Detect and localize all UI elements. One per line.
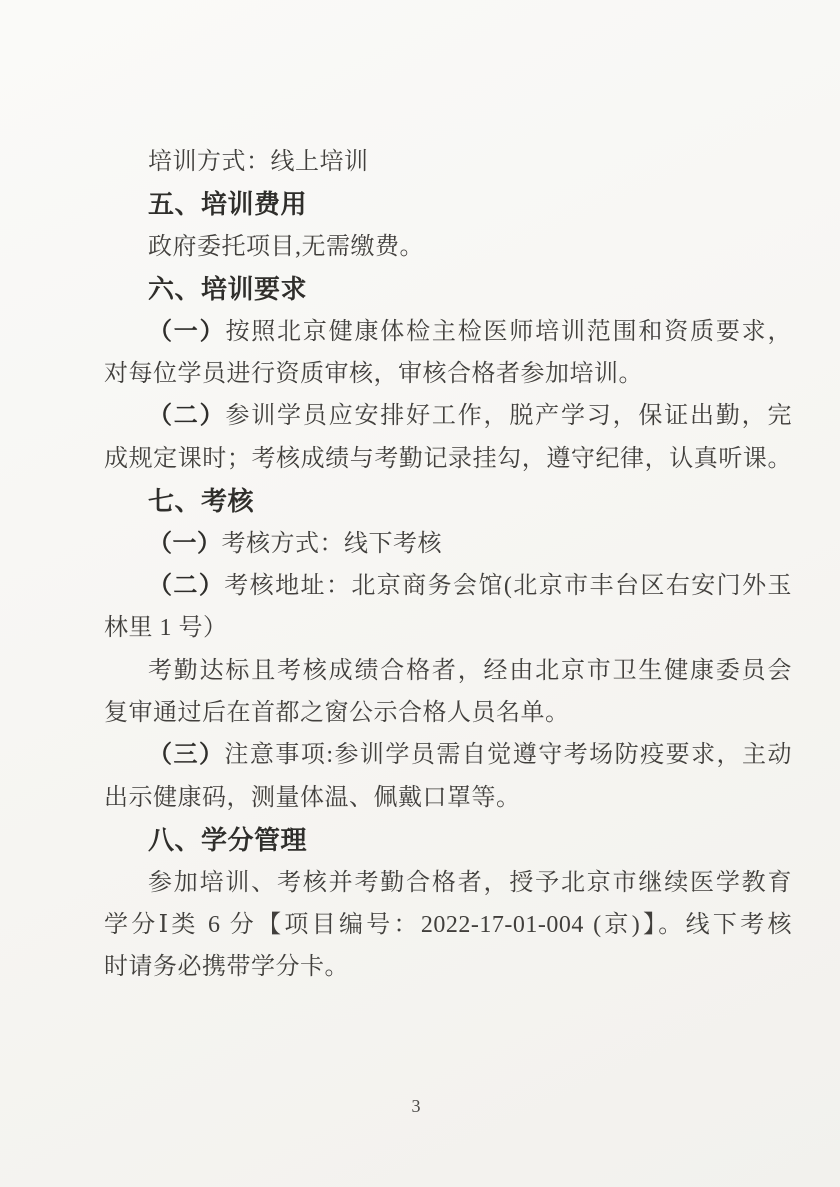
- text-line: [104, 141, 792, 183]
- text-line: [104, 692, 792, 734]
- line-text: 注意事项:参训学员需自觉遵守考场防疫要求，主动: [224, 742, 792, 769]
- text-line: [104, 777, 792, 819]
- line-lead: （一）: [148, 317, 226, 345]
- line-text: 六、培训要求: [148, 274, 308, 305]
- line-text: 时请务必携带学分卡。: [104, 954, 349, 981]
- line-text: 出示健康码，测量体温、佩戴口罩等。: [104, 784, 521, 811]
- line-text: 按照北京健康体检主检医师培训范围和资质要求，: [225, 318, 792, 345]
- text-line: [104, 183, 792, 225]
- line-text: 政府委托项目,无需缴费。: [148, 233, 424, 260]
- text-line: [104, 268, 792, 310]
- line-text: 八、学分管理: [148, 825, 308, 856]
- line-text: 成规定课时；考核成绩与考勤记录挂勾，遵守纪律，认真听课。: [104, 445, 792, 472]
- text-line: [104, 226, 792, 268]
- text-line: [104, 862, 792, 904]
- line-text: 培训方式：线上培训: [148, 149, 369, 175]
- text-line: [104, 904, 792, 946]
- line-lead: （二）: [148, 402, 226, 430]
- text-line: [104, 523, 792, 565]
- line-text: 学分Ⅰ类 6 分【项目编号：2022-17-01-004 (京)】。线下考核: [104, 912, 792, 939]
- line-lead: （一）: [148, 529, 222, 557]
- line-lead: （二）: [148, 571, 225, 599]
- line-text: 复审通过后在首都之窗公示合格人员名单。: [104, 700, 570, 727]
- text-line: [104, 650, 792, 692]
- line-text: 参训学员应安排好工作，脱产学习，保证出勤，完: [225, 403, 792, 430]
- text-line: [104, 480, 792, 522]
- line-text: 考勤达标且考核成绩合格者，经由北京市卫生健康委员会: [148, 657, 792, 684]
- text-line: [104, 353, 792, 395]
- page-number: 3: [411, 1096, 421, 1116]
- text-line: [104, 607, 792, 649]
- text-line: [104, 565, 792, 607]
- line-text: 考核地址：北京商务会馆(北京市丰台区右安门外玉: [224, 572, 792, 599]
- text-line: [104, 311, 792, 353]
- text-line: [104, 438, 792, 480]
- line-text: 五、培训费用: [148, 189, 308, 220]
- line-lead: （三）: [148, 741, 225, 769]
- document-lines: [104, 141, 792, 989]
- line-text: 考核方式：线下考核: [221, 530, 442, 557]
- line-text: 林里 1 号）: [104, 615, 228, 642]
- text-line: [104, 734, 792, 776]
- line-text: 七、考核: [148, 486, 255, 517]
- text-line: [104, 946, 792, 988]
- text-line: [104, 819, 792, 861]
- line-text: 参加培训、考核并考勤合格者，授予北京市继续医学教育: [148, 869, 792, 896]
- text-line: [104, 395, 792, 437]
- line-text: 对每位学员进行资质审核，审核合格者参加培训。: [104, 360, 643, 387]
